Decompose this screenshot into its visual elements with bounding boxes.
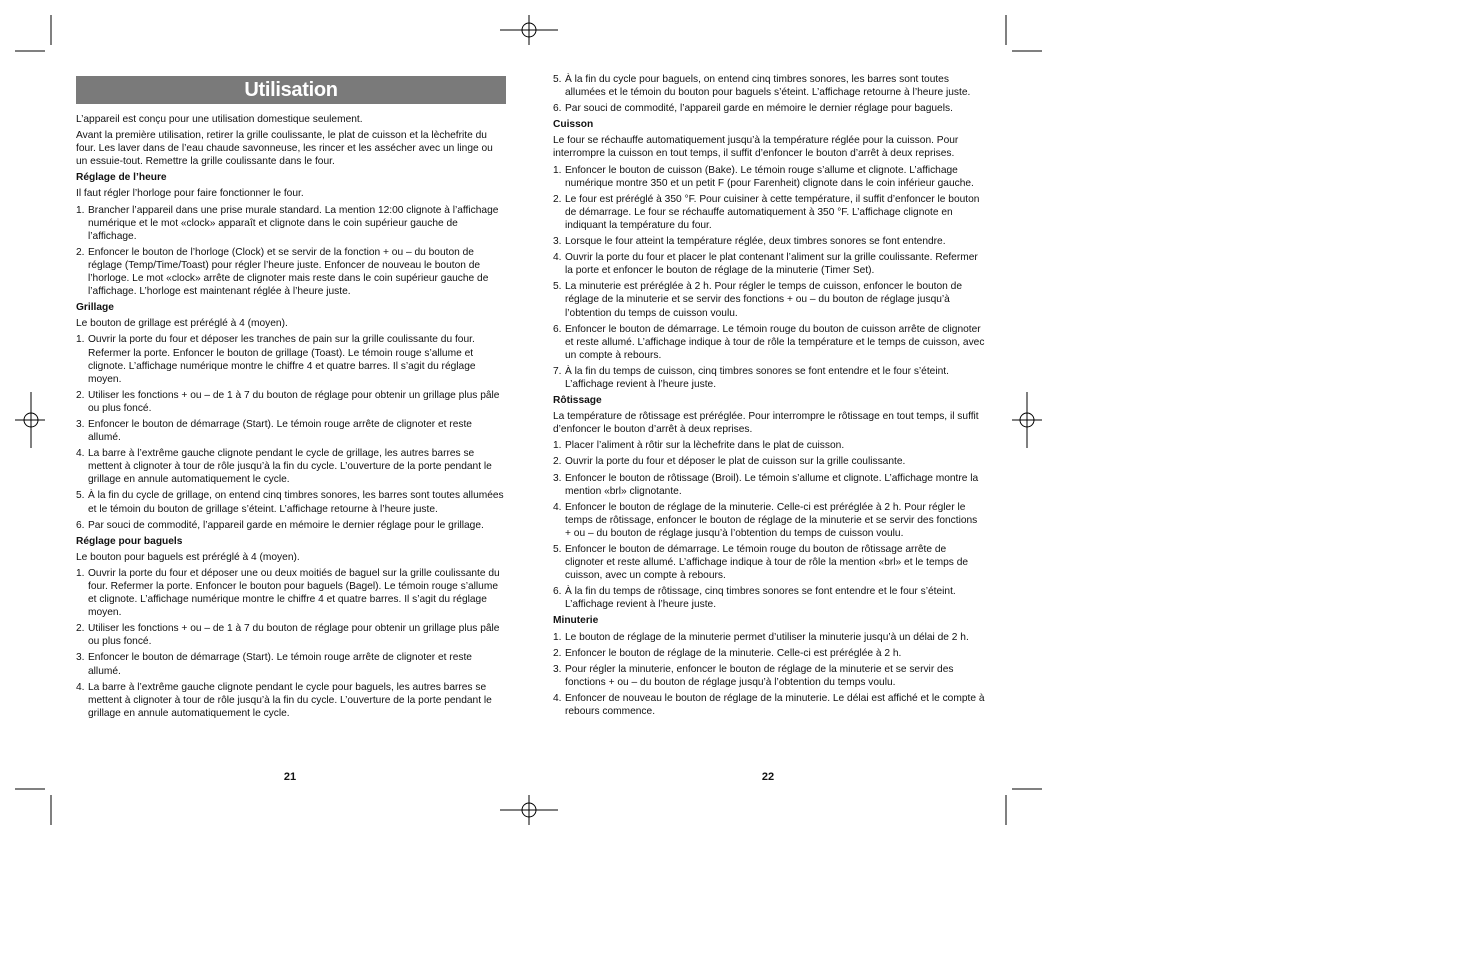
left-page [76, 76, 506, 723]
intro-paragraph: Avant la première utilisation, retirer la grille coulissante, le plat de cuisson et la lèchefrite du four. Les laver dans de l’eau chaude savonneuse, les rincer et les assécher avec un linge ou un essuie-tout. Remettre la grille coulissante dans le four. [76, 130, 493, 168]
list-item: 2. Utiliser les fonctions + ou – de 1 à 7 du bouton de réglage pour obtenir un grillage plus pâle ou plus foncé. [76, 389, 500, 414]
section-text: Le bouton pour baguels est préréglé à 4 (moyen). [76, 551, 300, 563]
section-text: La température de rôtissage est préréglée. Pour interrompre le rôtissage en tout temps, il suffit d’enfoncer le bouton d’arrêt à deux reprises. [553, 411, 979, 436]
list-item: 4. Ouvrir la porte du four et placer le plat contenant l’aliment sur la grille coulissante. Refermer la porte et enfoncer le bouton de réglage de la minuterie (Timer Set). [553, 252, 978, 277]
list-item: 5. Enfoncer le bouton de démarrage. Le témoin rouge du bouton de rôtissage arrête de clignoter et reste allumé. L’affichage indique à tour de rôle la mention «brl» et le temps de cuisson, avec un compte à rebours. [553, 544, 969, 582]
instruction-list [553, 439, 985, 611]
list-item: 2. Le four est préréglé à 350 °F. Pour cuisiner à cette température, il suffit d’enfoncer le bouton de démarrage. Le four se réchauffe automatiquement à 350 °F. L’affichage clignote en indiquant la température du four. [553, 193, 980, 231]
right-page [553, 73, 985, 721]
page-number-left: 21 [283, 771, 297, 783]
instruction-list [76, 567, 506, 720]
section-heading: Rôtissage [553, 395, 602, 407]
list-item: 2. Enfoncer le bouton de l’horloge (Clock) et se servir de la fonction + ou – du bouton de réglage (Temp/Time/Toast) pour régler l’heure juste. Enfoncer de nouveau le bouton de l’horloge. Le mot «clock» arrête de clignoter mais reste dans le coin supérieur gauche de l’affichage. L’horloge est maintenant réglée à l’heure juste. [76, 246, 489, 298]
list-item: 6. Par souci de commodité, l’appareil garde en mémoire le dernier réglage pour baguels. [553, 103, 953, 115]
section-text: Le bouton de grillage est préréglé à 4 (moyen). [76, 318, 288, 330]
section-heading: Grillage [76, 302, 114, 314]
list-item: 5. À la fin du cycle de grillage, on entend cinq timbres sonores, les barres sont toutes allumées et le témoin du bouton de grillage s’éteint. L’affichage retourne à l’heure juste. [76, 490, 504, 515]
list-item: 6. Enfoncer le bouton de démarrage. Le témoin rouge du bouton de cuisson arrête de clignoter et reste allumé. L’affichage indique à tour de rôle la température et le temps de cuisson, avec un compte à rebours. [553, 323, 985, 361]
section-text: Il faut régler l’horloge pour faire fonctionner le four. [76, 188, 304, 200]
section-text: Le four se réchauffe automatiquement jusqu’à la température réglée pour la cuisson. Pour interrompre la cuisson en tout temps, il suffit d’enfoncer le bouton d’arrêt à deux reprises. [553, 135, 959, 160]
list-item: 5. La minuterie est préréglée à 2 h. Pour régler le temps de cuisson, enfoncer le bouton de réglage de la minuterie et se servir des fonctions + ou – du bouton de réglage jusqu’à l’obtention du temps de cuisson voulu. [553, 281, 962, 319]
instruction-list [76, 333, 506, 531]
registration-mark-right [1012, 392, 1042, 448]
list-item: 4. La barre à l’extrême gauche clignote pendant le cycle pour baguels, les autres barres se mettent à clignoter à tour de rôle jusqu’à la fin du cycle. L’ouverture de la porte pendant le grillage en annule automatiquement le cycle. [76, 681, 492, 719]
instruction-list [76, 204, 506, 299]
list-item: 1. Le bouton de réglage de la minuterie permet d’utiliser la minuterie jusqu’à un délai de 2 h. [553, 631, 969, 643]
list-item: 1. Ouvrir la porte du four et déposer les tranches de pain sur la grille coulissante du four. Refermer la porte. Enfoncer le bouton de grillage (Toast). Le témoin rouge s’allume et clignote. L’affichage numérique montre le chiffre 4 et quatre barres. Il s’agit du réglage moyen. [76, 334, 476, 385]
instruction-list [553, 631, 985, 719]
list-item: 3. Lorsque le four atteint la température réglée, deux timbres sonores se font entendre. [553, 236, 946, 248]
section-heading: Cuisson [553, 119, 594, 131]
registration-mark-left [15, 392, 45, 448]
intro-paragraph: L’appareil est conçu pour une utilisation domestique seulement. [76, 114, 363, 125]
page-title: Utilisation [76, 76, 506, 104]
list-item: 5. À la fin du cycle pour baguels, on entend cinq timbres sonores, les barres sont toutes allumées et le témoin du bouton pour baguels s’éteint. L’affichage retourne à l’heure juste. [553, 74, 971, 99]
list-item: 1. Enfoncer le bouton de cuisson (Bake). Le témoin rouge s’allume et clignote. L’affichage numérique montre 350 et un petit F (pour Farenheit) clignote dans le coin inférieur gauche. [553, 164, 974, 189]
section-bagel [76, 535, 506, 720]
section-bake [553, 118, 985, 391]
list-item: 3. Enfoncer le bouton de démarrage (Start). Le témoin rouge arrête de clignoter et reste allumé. [76, 652, 472, 677]
instruction-list [553, 73, 985, 115]
list-item: 4. La barre à l’extrême gauche clignote pendant le cycle de grillage, les autres barres se mettent à clignoter à tour de rôle jusqu’à la fin du cycle. L’ouverture de la porte pendant le grillage en annule automatiquement le cycle. [76, 448, 492, 486]
section-timer [553, 614, 985, 718]
list-item: 3. Enfoncer le bouton de rôtissage (Broil). Le témoin s’allume et clignote. L’affichage montre la mention «brl» clignotante. [553, 472, 979, 497]
instruction-list [553, 164, 985, 392]
list-item: 3. Enfoncer le bouton de démarrage (Start). Le témoin rouge arrête de clignoter et reste allumé. [76, 418, 472, 444]
section-clock [76, 171, 506, 298]
list-item: 2. Ouvrir la porte du four et déposer le plat de cuisson sur la grille coulissante. [553, 456, 906, 468]
list-item: 7. À la fin du temps de cuisson, cinq timbres sonores se font entendre et le four s’éteint. L’affichage revient à l’heure juste. [553, 365, 949, 390]
list-item: 3. Pour régler la minuterie, enfoncer le bouton de réglage de la minuterie et se servir des fonctions + ou – du bouton de réglage jusqu’à l’obtention du temps voulu. [553, 663, 954, 688]
list-item: 6. À la fin du temps de rôtissage, cinq timbres sonores se font entendre et le four s’éteint. L’affichage revient à l’heure juste. [553, 586, 956, 611]
section-toast [76, 301, 506, 532]
list-item: 1. Brancher l’appareil dans une prise murale standard. La mention 12:00 clignote à l’affichage numérique et le mot «clock» apparaît et clignote dans le coin supérieur gauche de l’affichage. [76, 204, 499, 242]
list-item: 2. Enfoncer le bouton de réglage de la minuterie. Celle-ci est préréglée à 2 h. [553, 647, 902, 659]
section-heading: Réglage pour baguels [76, 535, 183, 547]
list-item: 1. Placer l’aliment à rôtir sur la lèchefrite dans le plat de cuisson. [553, 440, 845, 452]
list-item: 4. Enfoncer le bouton de réglage de la minuterie. Celle-ci est préréglée à 2 h. Pour régler le temps de rôtissage, enfoncer le bouton de réglage de la minuterie et se servir des fonctions + ou – du bouton de réglage jusqu’à l’obtention du temps de cuisson voulu. [553, 501, 978, 539]
list-item: 2. Utiliser les fonctions + ou – de 1 à 7 du bouton de réglage pour obtenir un grillage plus pâle ou plus foncé. [76, 623, 500, 648]
list-item: 1. Ouvrir la porte du four et déposer une ou deux moitiés de baguel sur la grille coulissante du four. Refermer la porte. Enfoncer le bouton pour baguels (Bagel). Le témoin rouge s’allume et clignote. L’affichage numérique montre le chiffre 4 et quatre barres. Il s’agit du réglage moyen. [76, 567, 500, 619]
list-item: 6. Par souci de commodité, l’appareil garde en mémoire le dernier réglage pour le grillage. [76, 519, 484, 531]
list-item: 4. Enfoncer de nouveau le bouton de réglage de la minuterie. Le délai est affiché et le compte à rebours commence. [553, 692, 985, 718]
page-number-right: 22 [761, 771, 775, 783]
section-heading: Réglage de l’heure [76, 172, 167, 184]
section-broil [553, 394, 985, 611]
section-heading: Minuterie [553, 615, 599, 627]
registration-mark-bottom [500, 795, 558, 825]
registration-mark-top [500, 15, 558, 45]
